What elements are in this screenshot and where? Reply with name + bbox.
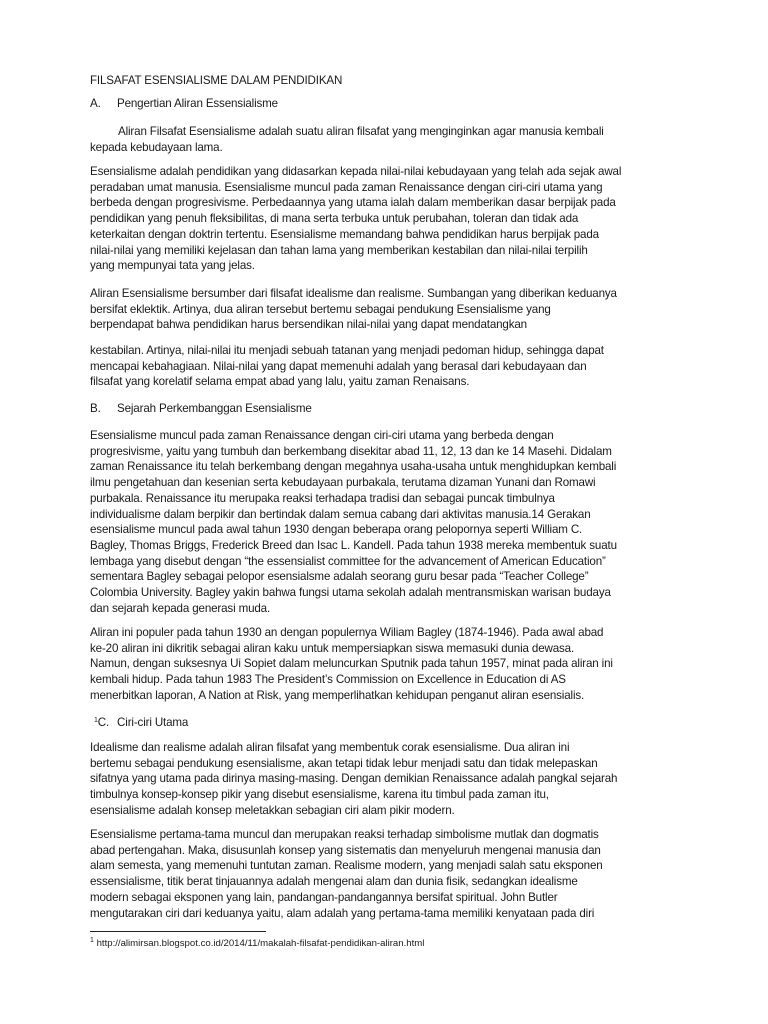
- text-line: Aliran Esensialisme bersumber dari filsafat idealisme dan realisme. Sumbangan yang diberikan keduanya: [90, 287, 617, 300]
- text-line: ke-20 aliran ini dikritik sebagai aliran kaku untuk mempersiapkan siswa memasuki dunia dewasa.: [90, 641, 575, 655]
- paragraph: [90, 428, 617, 616]
- text-line: yang mempunyai tata yang jelas.: [90, 259, 255, 273]
- footnote: [90, 937, 424, 949]
- section-a-label: A.: [90, 97, 101, 110]
- text-line: kembali hidup. Pada tahun 1983 The President’s Commission on Excellence in Education di AS: [90, 673, 566, 687]
- section-c-heading: [94, 713, 188, 731]
- section-b-title: Sejarah Perkembanggan Esensialisme: [117, 402, 312, 415]
- section-b-label: B.: [90, 402, 101, 415]
- text-line: keterkaitan dengan doktrin tertentu. Esensialisme memandang bahwa pendidikan harus berpijak pada: [90, 227, 599, 241]
- text-line: Esensialisme adalah pendidikan yang didasarkan kepada nilai-nilai kebudayaan yang telah ada sejak awal: [90, 165, 622, 178]
- text-line: kepada kebudayaan lama.: [90, 140, 223, 154]
- text-line: essensialisme, titik berat tinjauannya adalah mengenai alam dan dunia fisik, sedangkan idealisme: [90, 875, 578, 889]
- text-line: ilmu pengetahuan dan kesenian serta kebudayaan purbakala, terutama dizaman Yunani dan Romawi: [90, 476, 596, 490]
- section-b-heading: [90, 401, 312, 417]
- text-line: peradaban umat manusia. Esensialisme muncul pada zaman Renaissance dengan ciri-ciri utama yang: [90, 180, 603, 194]
- text-line: bertemu sebagai pendukung esensialisme, akan tetapi tidak lebur menjadi satu dan tidak melepaskan: [90, 756, 598, 770]
- text-line: sementara Bagley sebagai pelopor esensialsme adalah seorang guru besar pada “Teacher College”: [90, 570, 589, 584]
- text-line: abad pertengahan. Maka, disusunlah konsep yang sistematis dan menyeluruh mengenai manusia dan: [90, 843, 601, 857]
- text-line: Aliran ini populer pada tahun 1930 an dengan populernya Wiliam Bagley (1874-1946). Pada awal abad: [90, 626, 604, 639]
- text-line: nilai-nilai yang memiliki kejelasan dan tahan lama yang memberikan kestabilan dan nilai-nilai terpilih: [90, 243, 588, 257]
- text-line: filsafat yang korelatif selama empat abad yang lalu, yaitu zaman Renaisans.: [90, 375, 470, 389]
- paragraph: [90, 164, 621, 274]
- paragraph: [90, 625, 613, 704]
- text-line: sifatnya yang utama pada dirinya masing-masing. Dengan demikian Renaissance adalah pangkal sejarah: [90, 772, 618, 786]
- text-line: berbeda dengan progresivisme. Perbedaannya yang utama ialah dalam memberikan dasar berpijak pada: [90, 196, 616, 210]
- text-line: berpendapat bahwa pendidikan harus bersendikan nilai-nilai yang dapat mendatangkan: [90, 318, 527, 332]
- footnote-separator: [90, 931, 266, 932]
- section-c-label: C.: [97, 716, 110, 729]
- text-line: timbulnya konsep-konsep pikir yang disebut esensialisme, karena itu timbul pada zaman itu,: [90, 788, 549, 802]
- text-line: Aliran Filsafat Esensialisme adalah suatu aliran filsafat yang menginginkan agar manusia kembali: [118, 125, 604, 138]
- footnote-reference[interactable]: 1: [94, 717, 98, 724]
- text-line: lembaga yang disebut dengan “the essensialist committee for the advancement of American Education”: [90, 554, 606, 568]
- text-line: esensialisme adalah konsep meletakkan sebagian ciri alam pikir modern.: [90, 803, 455, 817]
- text-line: modern sebagai eksponen yang lain, pandangan-pandangannya bersifat spiritual. John Butler: [90, 890, 558, 904]
- text-line: Esensialisme muncul pada zaman Renaissance dengan ciri-ciri utama yang berbeda dengan: [90, 429, 554, 442]
- text-line: Namun, dengan suksesnya Ui Sopiet dalam meluncurkan Sputnik pada tahun 1957, minat pada aliran ini: [90, 657, 613, 671]
- paragraph: [90, 124, 604, 155]
- text-line: zaman Renaissance itu telah berkembang dengan megahnya usaha-usaha untuk menghidupkan kembali: [90, 460, 617, 474]
- footnote-mark: 1: [90, 937, 94, 944]
- text-line: Bagley, Thomas Briggs, Frederick Breed dan Isac L. Kandell. Pada tahun 1938 mereka membentuk suatu: [90, 538, 617, 552]
- section-c-title: Ciri-ciri Utama: [117, 716, 189, 729]
- text-line: esensialisme muncul pada awal tahun 1930 dengan beberapa orang pelopornya seperti William C.: [90, 523, 583, 537]
- text-line: purbakala. Renaissance itu merupaka reaksi terhadapa tradisi dan sebagai puncak timbulnya: [90, 491, 555, 505]
- text-line: mencapai kebahagiaan. Nilai-nilai yang dapat memenuhi adalah yang berasal dari kebudayaan dan: [90, 359, 587, 373]
- document-title: FILSAFAT ESENSIALISME DALAM PENDIDIKAN: [90, 74, 343, 87]
- footnote-link[interactable]: http://alimirsan.blogspot.co.id/2014/11/makalah-filsafat-pendidikan-aliran.html: [96, 938, 425, 949]
- text-line: Esensialisme pertama-tama muncul dan merupakan reaksi terhadap simbolisme mutlak dan dogmatis: [90, 828, 599, 841]
- paragraph: [90, 286, 617, 333]
- text-line: alam semesta, yang memenuhi tuntutan zaman. Realisme modern, yang menjadi salah satu eksponen: [90, 859, 603, 873]
- text-line: Idealisme dan realisme adalah aliran filsafat yang membentuk corak esensialisme. Dua aliran ini: [90, 741, 570, 754]
- text-line: progresivisme, yaitu yang tumbuh dan berkembang disekitar abad 11, 12, 13 dan ke 14 Masehi. Didalam: [90, 444, 612, 458]
- text-line: bersifat eklektik. Artinya, dua aliran tersebut bertemu sebagai pendukung Esensialisme yang: [90, 302, 551, 316]
- section-a-heading: [90, 96, 278, 112]
- text-line: kestabilan. Artinya, nilai-nilai itu menjadi sebuah tatanan yang menjadi pedoman hidup, sehingga dapat: [90, 344, 604, 357]
- section-a-title: Pengertian Aliran Essensialisme: [117, 97, 278, 110]
- paragraph: [90, 740, 617, 819]
- paragraph: [90, 343, 604, 390]
- text-line: dan sejarah kepada generasi muda.: [90, 601, 271, 615]
- text-line: menerbitkan laporan, A Nation at Risk, yang memperlihatkan kehidupan penganut aliran esensialis.: [90, 688, 585, 702]
- text-line: pendidikan yang penuh fleksibilitas, di mana serta terbuka untuk perubahan, toleran dan tidak ada: [90, 212, 579, 226]
- paragraph: [90, 827, 603, 921]
- text-line: individualisme dalam berpikir dan bertindak dalam semua cabang dari aktivitas manusia.14 Gerakan: [90, 507, 591, 521]
- text-line: mengutarakan ciri dari keduanya yaitu, alam adalah yang pertama-tama memiliki kenyataan pada diri: [90, 906, 595, 920]
- text-line: Colombia University. Bagley yakin bahwa fungsi utama sekolah adalah mentransmiskan warisan budaya: [90, 586, 611, 600]
